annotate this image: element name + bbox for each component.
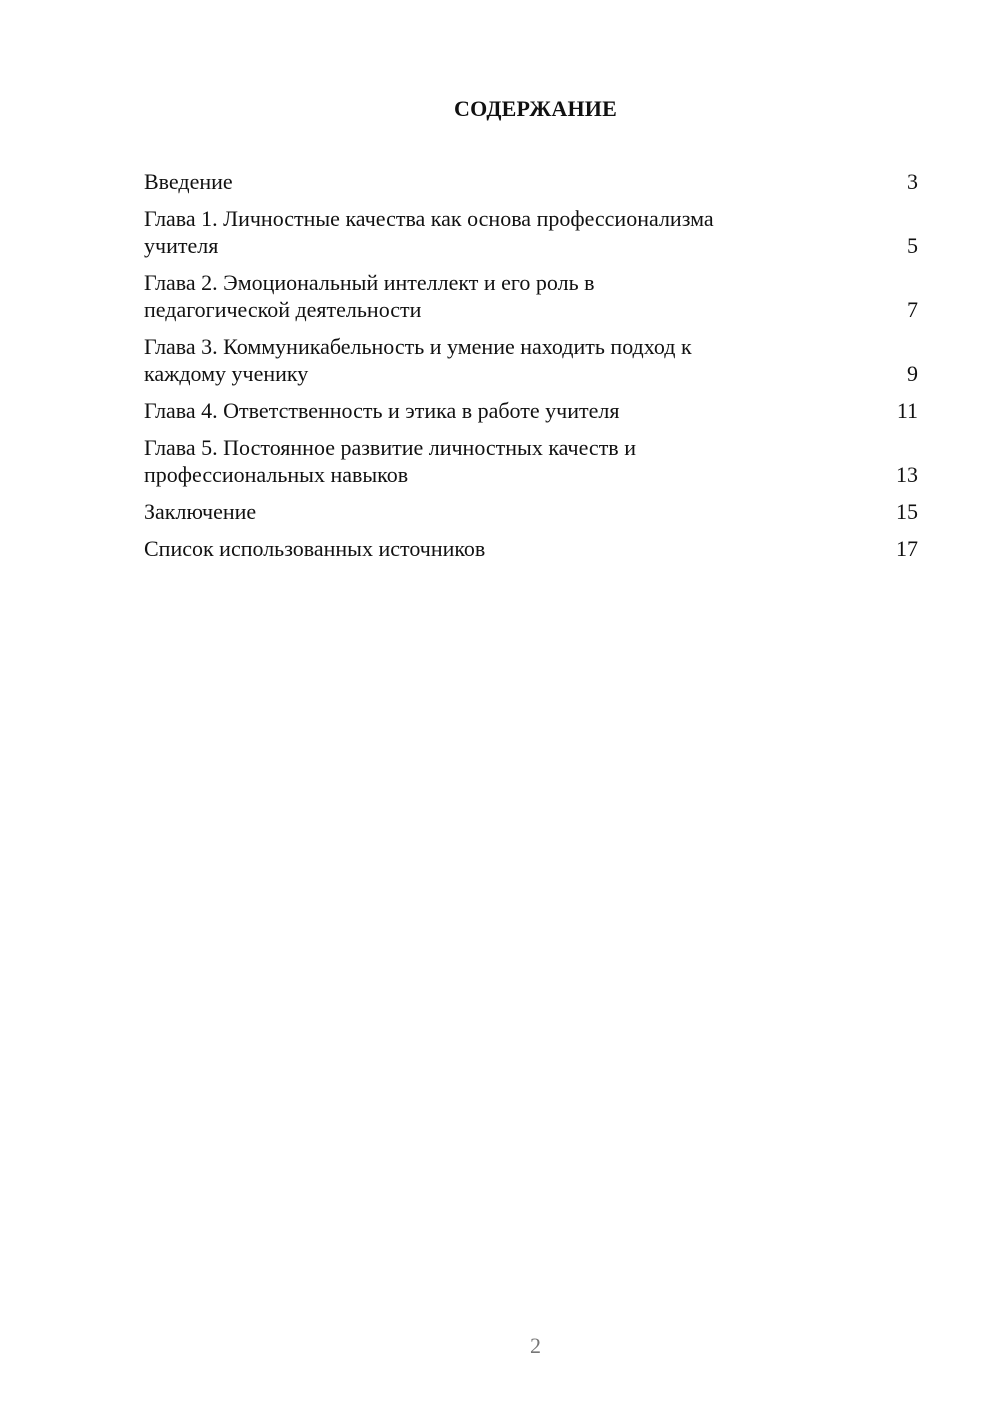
toc-entry-chapter-2 [144,269,918,323]
toc-entry-text [144,397,619,424]
toc-entry-conclusion [144,498,918,525]
toc-entry-introduction [144,168,918,195]
toc-entry-page: 11 [896,398,918,423]
toc-entry-line: профессиональных навыков [144,462,409,487]
toc-entry-references [144,535,918,562]
toc-entry-line: Глава 2. Эмоциональный интеллект и его роль в [144,270,595,295]
toc-entry-chapter-1 [144,205,918,259]
toc-entry-page: 13 [896,462,918,487]
toc-entry-chapter-3 [144,333,918,387]
toc-entry-line: Введение [144,169,233,194]
toc-entry-chapter-4 [144,397,918,424]
toc-entry-line: Список использованных источников [144,536,486,561]
toc-entry-page: 5 [907,233,918,258]
toc-entry-text [144,333,692,387]
toc-entry-text [144,269,595,323]
toc-entry-chapter-5 [144,434,918,488]
toc-entry-line: педагогической деятельности [144,297,422,322]
toc-entry-line: учителя [144,233,219,258]
toc-entry-page: 17 [896,536,918,561]
toc-entry-text [144,498,256,525]
toc-entry-line: Заключение [144,499,257,524]
toc-entry-text [144,205,714,259]
toc-title: СОДЕРЖАНИЕ [454,96,617,121]
page-number: 2 [530,1333,541,1358]
toc-entry-page: 15 [896,499,918,524]
toc-entry-page: 9 [907,361,918,386]
toc-entry-text [144,434,636,488]
table-of-contents [144,168,918,572]
toc-entry-page: 3 [907,169,918,194]
toc-entry-line: каждому ученику [144,361,309,386]
toc-entry-text [144,535,485,562]
toc-entry-text [144,168,233,195]
toc-entry-line: Глава 5. Постоянное развитие личностных качеств и [144,435,636,460]
toc-entry-line: Глава 4. Ответственность и этика в работе учителя [144,398,620,423]
toc-entry-line: Глава 1. Личностные качества как основа профессионализма [144,206,714,231]
toc-entry-line: Глава 3. Коммуникабельность и умение находить подход к [144,334,692,359]
toc-entry-page: 7 [907,297,918,322]
